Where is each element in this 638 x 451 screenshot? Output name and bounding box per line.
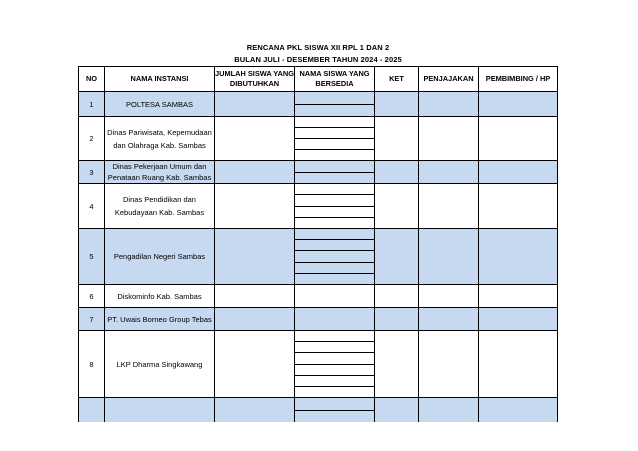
table-row bbox=[79, 398, 558, 423]
pkl-plan-table bbox=[78, 66, 558, 422]
row-penjajakan bbox=[419, 184, 479, 229]
table-row bbox=[79, 161, 558, 184]
row-penjajakan bbox=[419, 285, 479, 308]
row-penjajakan bbox=[419, 229, 479, 285]
table-row bbox=[79, 285, 558, 308]
row-penjajakan bbox=[419, 92, 479, 117]
row-ket bbox=[375, 285, 419, 308]
row-instansi: PT. Uwais Borneo Group Tebas bbox=[105, 308, 215, 331]
row-no bbox=[79, 398, 105, 423]
table-row bbox=[79, 92, 558, 117]
row-ket bbox=[375, 229, 419, 285]
document-subtitle: BULAN JULI - DESEMBER TAHUN 2024 - 2025 bbox=[234, 55, 402, 64]
row-ket bbox=[375, 331, 419, 398]
row-instansi: Diskominfo Kab. Sambas bbox=[105, 285, 215, 308]
row-nama-siswa bbox=[295, 117, 375, 161]
header-nama-instansi: NAMA INSTANSI bbox=[105, 67, 215, 92]
row-jumlah bbox=[215, 308, 295, 331]
row-no: 5 bbox=[79, 229, 105, 285]
row-pembimbing bbox=[479, 308, 558, 331]
row-pembimbing bbox=[479, 285, 558, 308]
row-jumlah bbox=[215, 161, 295, 184]
row-jumlah bbox=[215, 285, 295, 308]
row-ket bbox=[375, 117, 419, 161]
header-penjajakan: PENJAJAKAN bbox=[419, 67, 479, 92]
row-nama-siswa bbox=[295, 92, 375, 117]
table-row bbox=[79, 229, 558, 285]
row-jumlah bbox=[215, 398, 295, 423]
row-instansi: Dinas Pekerjaan Umum dan Penataan Ruang Kab. Sambas bbox=[105, 161, 215, 184]
header-no: NO bbox=[79, 67, 105, 92]
header-ket: KET bbox=[375, 67, 419, 92]
row-no: 6 bbox=[79, 285, 105, 308]
row-ket bbox=[375, 308, 419, 331]
row-instansi bbox=[105, 398, 215, 423]
row-penjajakan bbox=[419, 117, 479, 161]
row-penjajakan bbox=[419, 308, 479, 331]
row-no: 3 bbox=[79, 161, 105, 184]
row-nama-siswa bbox=[295, 331, 375, 398]
row-penjajakan bbox=[419, 331, 479, 398]
row-jumlah bbox=[215, 184, 295, 229]
row-no: 7 bbox=[79, 308, 105, 331]
row-nama-siswa bbox=[295, 161, 375, 184]
row-jumlah bbox=[215, 229, 295, 285]
row-jumlah bbox=[215, 117, 295, 161]
header-jumlah-siswa: JUMLAH SISWA YANG DIBUTUHKAN bbox=[215, 67, 295, 92]
row-pembimbing bbox=[479, 229, 558, 285]
row-pembimbing bbox=[479, 117, 558, 161]
row-instansi: Dinas Pendidikan dan Kebudayaan Kab. Sambas bbox=[105, 184, 215, 229]
row-nama-siswa bbox=[295, 308, 375, 331]
row-no: 4 bbox=[79, 184, 105, 229]
header-row bbox=[79, 67, 558, 92]
row-no: 2 bbox=[79, 117, 105, 161]
table-row bbox=[79, 308, 558, 331]
row-instansi: Pengadilan Negeri Sambas bbox=[105, 229, 215, 285]
row-nama-siswa bbox=[295, 184, 375, 229]
row-nama-siswa bbox=[295, 229, 375, 285]
row-ket bbox=[375, 92, 419, 117]
row-nama-siswa bbox=[295, 285, 375, 308]
row-ket bbox=[375, 398, 419, 423]
row-no: 1 bbox=[79, 92, 105, 117]
document-title: RENCANA PKL SISWA XII RPL 1 DAN 2 bbox=[246, 43, 390, 52]
row-penjajakan bbox=[419, 398, 479, 423]
header-nama-siswa: NAMA SISWA YANG BERSEDIA bbox=[295, 67, 375, 92]
header-pembimbing: PEMBIMBING / HP bbox=[479, 67, 558, 92]
table-row bbox=[79, 331, 558, 398]
row-instansi: Dinas Pariwisata, Kepemudaan dan Olahraga Kab. Sambas bbox=[105, 117, 215, 161]
table-row bbox=[79, 184, 558, 229]
row-pembimbing bbox=[479, 331, 558, 398]
row-ket bbox=[375, 161, 419, 184]
row-jumlah bbox=[215, 92, 295, 117]
row-pembimbing bbox=[479, 398, 558, 423]
row-nama-siswa bbox=[295, 398, 375, 423]
table-row bbox=[79, 117, 558, 161]
row-penjajakan bbox=[419, 161, 479, 184]
row-pembimbing bbox=[479, 184, 558, 229]
row-pembimbing bbox=[479, 161, 558, 184]
row-instansi: POLTESA SAMBAS bbox=[105, 92, 215, 117]
row-instansi: LKP Dharma Singkawang bbox=[105, 331, 215, 398]
row-pembimbing bbox=[479, 92, 558, 117]
row-ket bbox=[375, 184, 419, 229]
row-no: 8 bbox=[79, 331, 105, 398]
row-jumlah bbox=[215, 331, 295, 398]
